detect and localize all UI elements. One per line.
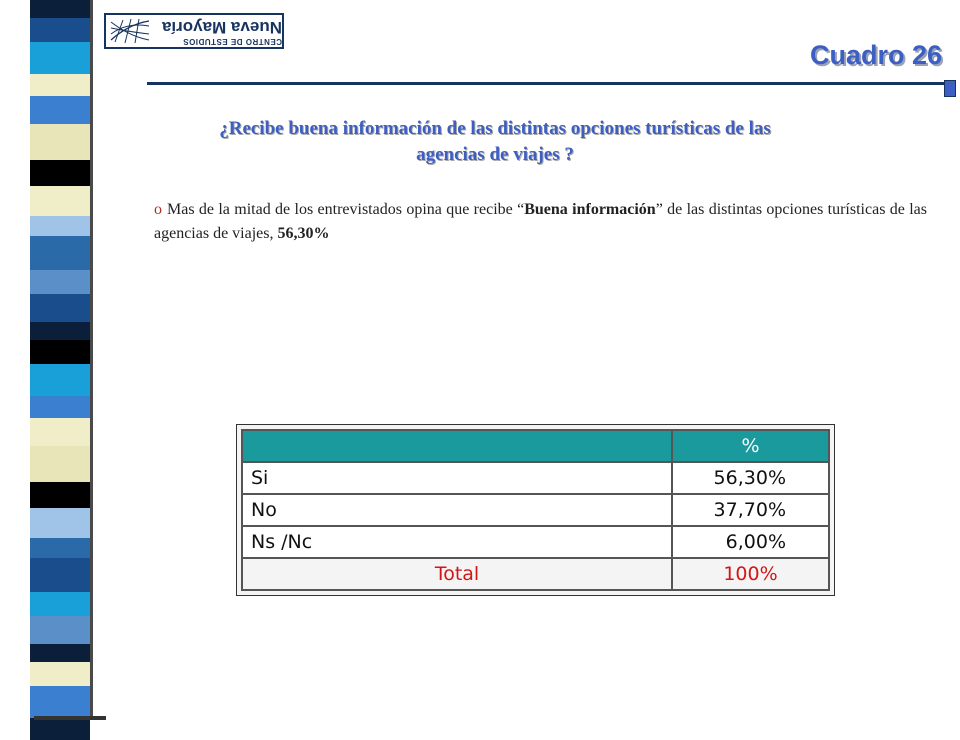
stripe-segment [30,0,90,18]
row-label: No [242,494,672,526]
stripe-segment [30,662,90,686]
logo [104,13,284,49]
table-row [242,526,829,558]
stripe-segment [30,294,90,322]
table-total-row [242,558,829,590]
stripe-segment [30,270,90,294]
stripe-segment [30,364,90,396]
decorative-stripe-bar [30,0,90,720]
question-line-2: agencias de viajes ? [416,144,574,165]
stripe-segment [30,42,90,74]
stripe-segment [30,644,90,662]
results-table [241,429,830,591]
results-table-frame [236,424,835,596]
stripe-segment [30,96,90,124]
stripe-segment [30,616,90,644]
stripe-segment [30,186,90,216]
logo-text [154,16,282,48]
stripe-segment [30,418,90,446]
stripe-segment [30,322,90,340]
rule-box [944,80,956,97]
stripe-bottom-shadow [34,716,106,720]
row-label: Ns /Nc [242,526,672,558]
title-rule [147,80,958,98]
stripe-segment [30,508,90,538]
row-label: Si [242,462,672,494]
total-label: Total [242,558,672,590]
bullet-text-after: ” de las distintas opciones turísticas de las agencias de viajes, [154,201,928,242]
stripe-segment [30,686,90,718]
question-heading [150,116,840,168]
stripe-segment [30,718,90,740]
question-line-1: ¿Recibe buena información de las distintas opciones turísticas de las [219,118,771,139]
logo-name: Nueva Mayoría [162,18,282,37]
row-value: 56,30% [672,462,829,494]
stripe-segment [30,558,90,592]
globe-grid-icon [109,18,151,44]
stripe-segment [30,236,90,270]
stripe-segment [30,482,90,508]
table-row [242,494,829,526]
stripe-segment [30,74,90,96]
bullet-bold-value: 56,30% [277,225,330,242]
stripe-segment [30,396,90,418]
table-header-row [242,430,829,462]
row-value: 37,70% [672,494,829,526]
slide-title: Cuadro 26 [809,40,942,70]
logo-subtitle: CENTRO DE ESTUDIOS [182,37,282,46]
bullet-paragraph [154,198,927,246]
total-value: 100% [672,558,829,590]
bullet-text-before: Mas de la mitad de los entrevistados opina que recibe “ [167,201,525,218]
bullet-bold-phrase: Buena información [524,201,656,218]
stripe-segment [30,160,90,186]
bullet-mark: o [154,201,162,218]
stripe-segment [30,18,90,42]
header-percent-cell: % [672,430,829,462]
stripe-shadow-line [90,0,93,720]
stripe-segment [30,592,90,616]
rule-line [147,82,947,85]
table-row [242,462,829,494]
header-label-cell [242,430,672,462]
stripe-segment [30,340,90,364]
stripe-segment [30,216,90,236]
stripe-segment [30,446,90,482]
stripe-segment [30,124,90,160]
row-value: 6,00% [672,526,829,558]
stripe-segment [30,538,90,558]
